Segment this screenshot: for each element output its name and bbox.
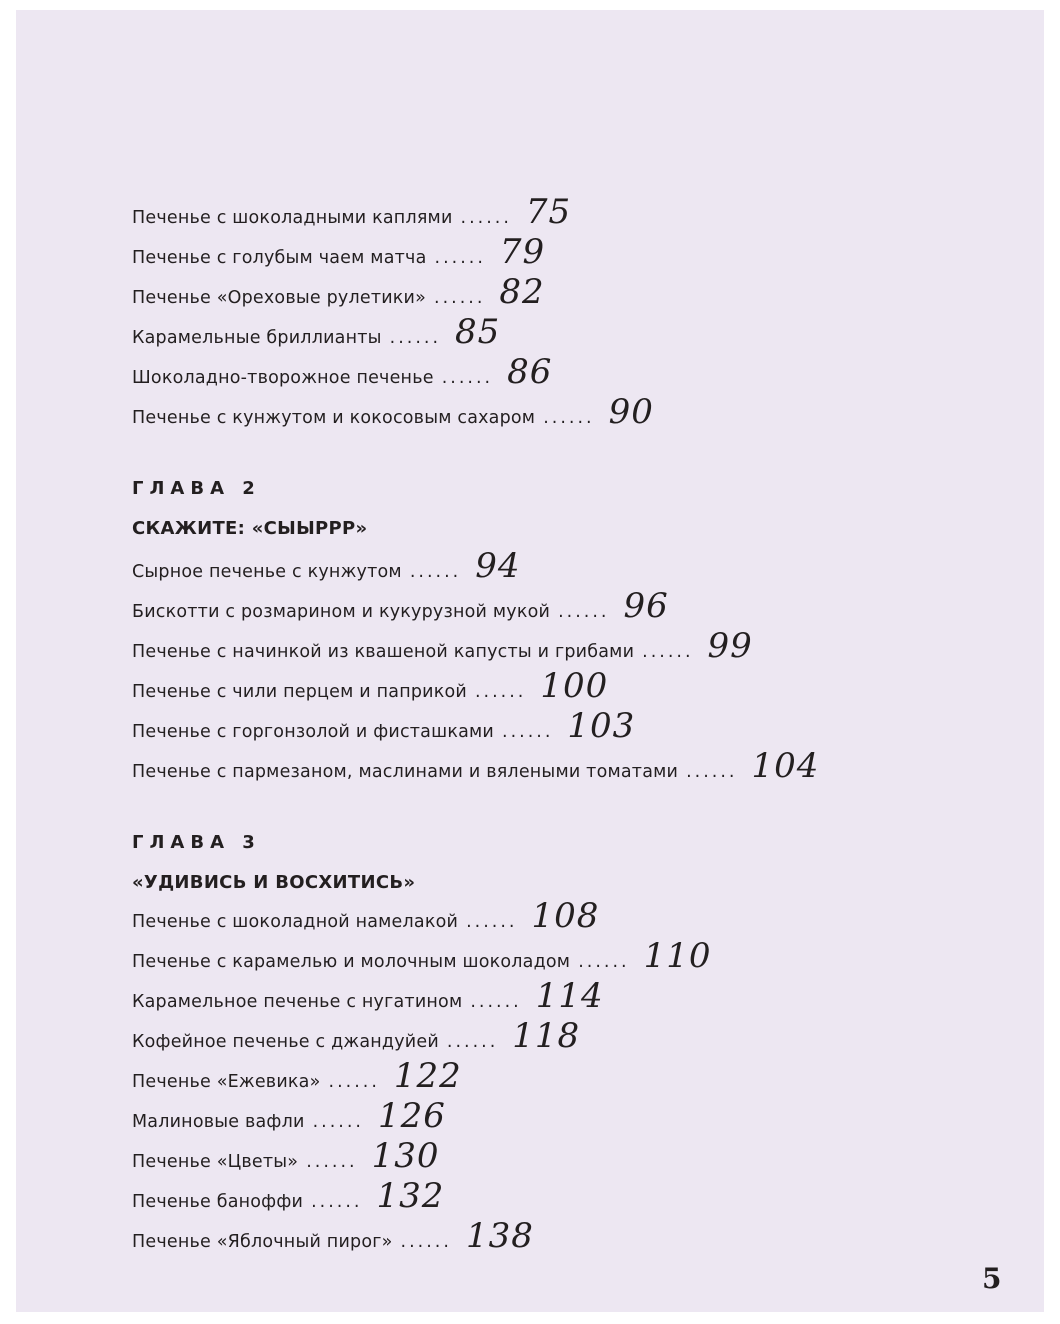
chapter-label: ГЛАВА 3 — [132, 832, 261, 853]
chapter-label: ГЛАВА 2 — [132, 478, 261, 499]
toc-entry — [132, 1056, 462, 1096]
toc-entry-title: Печенье «Ореховые рулетики» — [132, 288, 427, 308]
toc-page-number: 122 — [393, 1056, 462, 1096]
toc-leader-dots: ...... — [434, 288, 486, 308]
toc-page-number: 114 — [535, 976, 604, 1016]
toc-page-number: 132 — [376, 1176, 445, 1216]
toc-leader-dots: ...... — [474, 682, 527, 702]
toc-entry — [132, 352, 552, 392]
toc-entry-title: Печенье с голубым чаем матча — [132, 248, 427, 268]
toc-leader-dots: ...... — [311, 1192, 363, 1212]
toc-entry-title: Печенье баноффи — [132, 1192, 304, 1212]
toc-leader-dots: ...... — [409, 562, 462, 582]
toc-entry-title: Печенье «Цветы» — [132, 1152, 299, 1172]
toc-leader-dots: ...... — [434, 248, 486, 268]
toc-entry — [132, 1096, 446, 1136]
toc-entry — [132, 746, 819, 786]
toc-page-number: 100 — [540, 666, 609, 706]
toc-entry — [132, 312, 500, 352]
toc-entry — [132, 666, 608, 706]
toc-page-number: 110 — [643, 936, 712, 976]
toc-leader-dots: ...... — [543, 408, 595, 428]
toc-leader-dots: ...... — [389, 328, 442, 348]
toc-page-number: 118 — [512, 1016, 581, 1056]
toc-entry — [132, 626, 753, 666]
toc-entry-title: Печенье с чили перцем и паприкой — [132, 682, 467, 702]
toc-entry — [132, 706, 635, 746]
toc-entry-title: Печенье с начинкой из квашеной капусты и грибами — [132, 642, 635, 662]
toc-page-number: 75 — [525, 192, 572, 232]
toc-page-number: 130 — [371, 1136, 440, 1176]
toc-page-number: 90 — [608, 392, 654, 432]
toc-entry-title: Печенье «Ежевика» — [132, 1072, 321, 1092]
toc-page-number: 86 — [507, 352, 553, 392]
toc-entry-title: Печенье с шоколадными каплями — [132, 208, 453, 228]
toc-leader-dots: ...... — [686, 762, 738, 782]
toc-entry-title: Печенье с шоколадной намелакой — [132, 912, 459, 932]
toc-entry — [132, 1136, 440, 1176]
toc-entry — [132, 586, 669, 626]
toc-page-number: 104 — [751, 746, 820, 786]
toc-entry-title: Сырное печенье с кунжутом — [132, 562, 402, 582]
toc-entry — [132, 896, 599, 936]
toc-entry — [132, 936, 712, 976]
toc-entry — [132, 1176, 444, 1216]
toc-entry-title: Малиновые вафли — [132, 1112, 305, 1132]
toc-page-number: 85 — [455, 312, 501, 352]
toc-page-number: 108 — [531, 896, 600, 936]
toc-page-number: 96 — [623, 586, 669, 626]
toc-leader-dots: ...... — [466, 912, 518, 932]
toc-page-number: 103 — [567, 706, 636, 746]
page-number: 5 — [982, 1262, 1002, 1295]
toc-entry — [132, 392, 654, 432]
toc-entry-title: Кофейное печенье с джандуйей — [132, 1032, 439, 1052]
toc-leader-dots: ...... — [578, 952, 630, 972]
toc-leader-dots: ...... — [328, 1072, 380, 1092]
toc-entry-title: Бискотти с розмарином и кукурузной мукой — [132, 602, 551, 622]
toc-leader-dots: ...... — [502, 722, 554, 742]
toc-page-number: 94 — [475, 546, 521, 586]
toc-leader-dots: ...... — [312, 1112, 364, 1132]
toc-page-number: 99 — [707, 626, 753, 666]
toc-entry-title: Карамельные бриллианты — [132, 328, 382, 348]
toc-entry — [132, 976, 604, 1016]
toc-page-number: 82 — [499, 272, 545, 312]
toc-page-number: 138 — [465, 1216, 534, 1256]
toc-entry-title: Печенье с кунжутом и кокосовым сахаром — [132, 408, 536, 428]
chapter-title: СКАЖИТЕ: «СЫЫРРР» — [132, 518, 368, 539]
toc-entry-title: Печенье с пармезаном, маслинами и вялеными томатами — [132, 762, 679, 782]
toc-entry — [132, 546, 520, 586]
toc-entry — [132, 192, 571, 232]
toc-entry-title: Шоколадно-творожное печенье — [132, 368, 434, 388]
toc-entry — [132, 232, 545, 272]
toc-page-number: 126 — [377, 1096, 446, 1136]
toc-entry-title: Печенье «Яблочный пирог» — [132, 1232, 393, 1252]
toc-leader-dots: ...... — [470, 992, 522, 1012]
toc-leader-dots: ...... — [441, 368, 494, 388]
toc-page-number: 79 — [499, 232, 546, 272]
toc-leader-dots: ...... — [558, 602, 610, 622]
toc-entry-title: Печенье с карамелью и молочным шоколадом — [132, 952, 571, 972]
toc-leader-dots: ...... — [460, 208, 512, 228]
toc-leader-dots: ...... — [446, 1032, 499, 1052]
toc-entry — [132, 1216, 534, 1256]
toc-entry — [132, 272, 545, 312]
toc-leader-dots: ...... — [642, 642, 694, 662]
toc-entry-title: Карамельное печенье с нугатином — [132, 992, 463, 1012]
toc-entry — [132, 1016, 580, 1056]
chapter-title: «УДИВИСЬ И ВОСХИТИСЬ» — [132, 872, 416, 893]
toc-leader-dots: ...... — [306, 1152, 358, 1172]
book-page — [16, 10, 1044, 1312]
toc-leader-dots: ...... — [400, 1232, 452, 1252]
toc-entry-title: Печенье с горгонзолой и фисташками — [132, 722, 494, 742]
